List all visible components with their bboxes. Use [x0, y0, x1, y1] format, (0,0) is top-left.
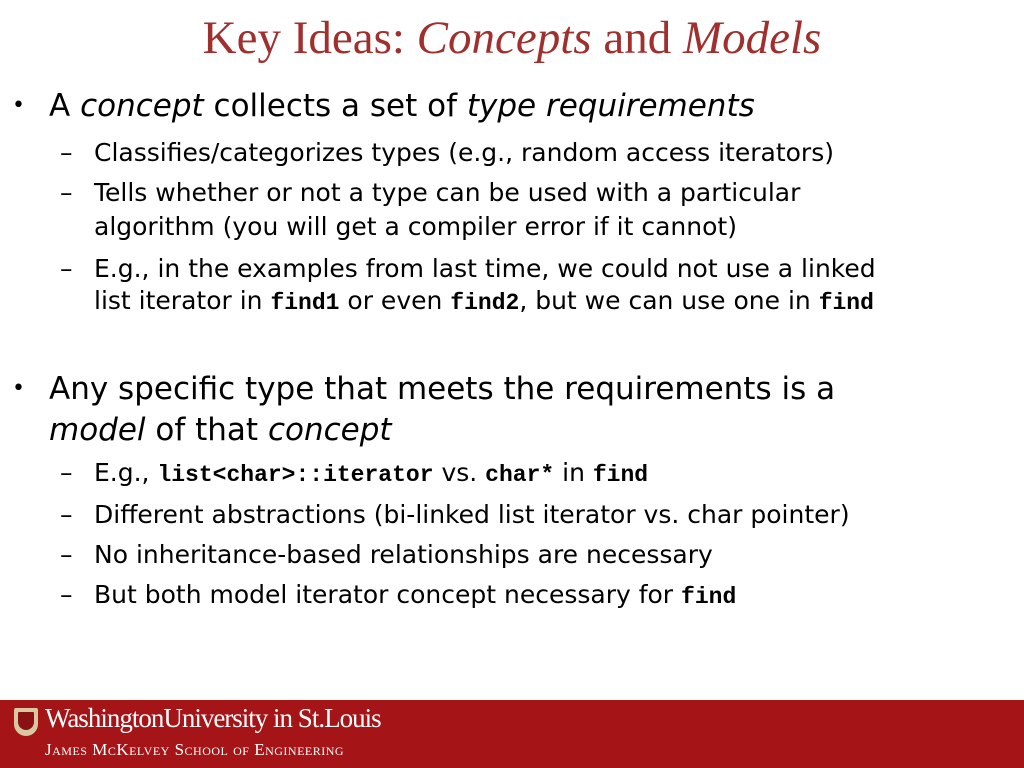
code-find: find — [818, 290, 874, 316]
bullet-text: A — [49, 88, 81, 124]
bullet-term-type-requirements: type requirements — [466, 88, 755, 124]
sub-bullet-marker: – — [60, 254, 73, 283]
sub-bullet-marker: – — [60, 458, 73, 487]
sub-bullet-different-abstractions: Different abstractions (bi-linked list iterator vs. char pointer) — [94, 500, 850, 529]
sub-bullet-marker: – — [60, 500, 73, 529]
sub-bullet-marker: – — [60, 178, 73, 207]
sub-bullet-text: But both model iterator concept necessary for — [94, 580, 682, 609]
bullet-model-line2 — [49, 410, 392, 450]
sub-bullet-tells-line1: Tells whether or not a type can be used with a particular — [94, 178, 801, 207]
sub-bullet-text: list iterator in — [94, 286, 271, 315]
sub-bullet-text: in — [554, 458, 593, 487]
sub-bullet-no-inheritance: No inheritance-based relationships are necessary — [94, 540, 713, 569]
title-and: and — [591, 12, 683, 64]
bullet-marker: • — [12, 376, 25, 401]
sub-bullet-eg-iterator — [94, 456, 648, 492]
code-list-iterator: list<char>::iterator — [157, 462, 434, 488]
sub-bullet-marker: – — [60, 540, 73, 569]
bullet-term-model: model — [49, 412, 146, 448]
code-find1: find1 — [270, 290, 340, 316]
code-find2: find2 — [450, 290, 520, 316]
sub-bullet-marker: – — [60, 138, 73, 167]
footer-bar — [0, 700, 1024, 768]
sub-bullet-eg-line2 — [94, 284, 874, 320]
title-concepts: Concepts — [416, 12, 592, 64]
title-text: Key Ideas: — [202, 12, 417, 64]
code-find: find — [681, 584, 737, 610]
university-seal-icon — [14, 708, 38, 736]
title-models: Models — [682, 12, 822, 64]
school-name: James McKelvey School of Engineering — [45, 740, 345, 759]
sub-bullet-eg-line1: E.g., in the examples from last time, we could not use a linked — [94, 254, 876, 283]
sub-bullet-marker: – — [60, 580, 73, 609]
bullet-term-concept: concept — [80, 88, 204, 124]
sub-bullet-text: vs. — [433, 458, 486, 487]
sub-bullet-text: , but we can use one in — [519, 286, 819, 315]
sub-bullet-classifies: Classifies/categorizes types (e.g., random access iterators) — [94, 138, 834, 167]
bullet-model-line1: Any specific type that meets the requirements is a — [49, 371, 836, 407]
bullet-text: of that — [145, 412, 268, 448]
sub-bullet-text: E.g., — [94, 458, 158, 487]
sub-bullet-tells-line2: algorithm (you will get a compiler error if it cannot) — [94, 212, 737, 241]
code-find: find — [592, 462, 649, 488]
bullet-marker: • — [12, 93, 25, 118]
bullet-concept — [49, 86, 755, 126]
university-wordmark: WashingtonUniversity in St.Louis — [45, 703, 381, 733]
sub-bullet-text: or even — [339, 286, 451, 315]
bullet-term-concept: concept — [267, 412, 392, 448]
bullet-text: collects a set of — [203, 88, 467, 124]
sub-bullet-both-model — [94, 578, 736, 614]
code-char-pointer: char* — [485, 462, 555, 488]
